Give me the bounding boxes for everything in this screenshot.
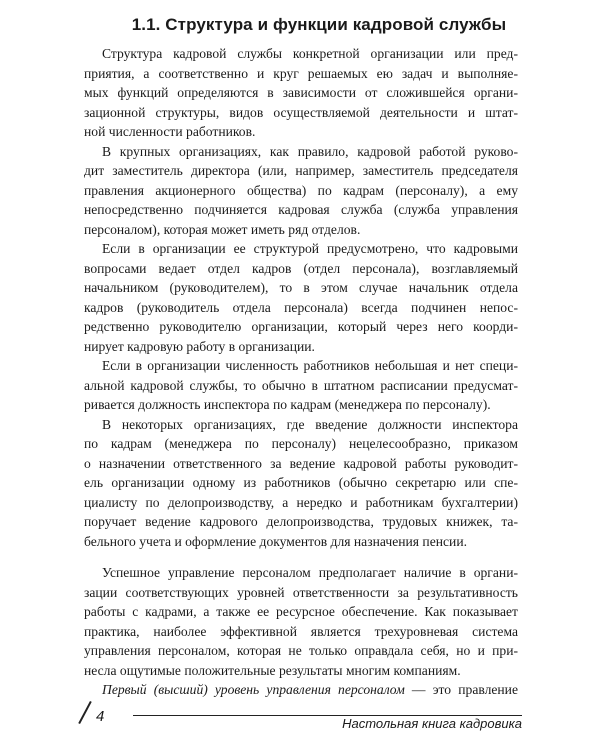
text-line: несла ощутимые положительные результаты многим компаниям. [84,662,461,678]
text-line: персоналом), которая может иметь ряд отделов. [84,221,361,237]
text-line: поручает ведение кадрового делопроизводства, трудовых книжек, та- [84,514,518,529]
text-line: управления персоналом, которая не только оправдала себя, но и при- [84,643,518,658]
text-line: практика, наиболее эффективной является трехуровневая система [84,623,518,639]
text-line: начальником (руководителем), то в этом случае начальник отдела [84,280,518,295]
text-line: зационной структуры, видов осуществляемой деятельности и штат- [84,104,518,120]
text-line: нирует кадровую работу в организации. [84,338,315,354]
footer-slash-mark [78,701,92,724]
text-line: правления акционерного общества) по кадрам (персоналу), а ему [84,182,518,198]
italic-lead: Первый (высший) уровень управления персоналом [102,682,405,697]
text-line: по кадрам (менеджера по персоналу) нецелесообразно, приказом [84,436,518,451]
text-line: Успешное управление персоналом предполагает наличие в органи- [102,565,518,580]
text-line: Структура кадровой службы конкретной организации или пред- [102,46,518,61]
text-line: альной кадровой службы, то обычно в штатном расписании предусмат- [84,377,518,393]
page-number: 4 [96,708,105,725]
text-line: работы с кадрами, а также ее ресурсное обеспечение. Как показывает [84,604,518,619]
text-line: кадров (руководитель отдела персонала) всегда подчинен непос- [84,299,518,315]
text-line: В некоторых организациях, где введение должности инспектора [102,416,518,432]
section-heading: 1.1. Структура и функции кадровой службы [131,15,507,34]
text-line [102,680,518,699]
text-line: бельного учета и оформление документов для назначения пенсии. [84,533,467,549]
text-line: ривается должность инспектора по кадрам (менеджера по персоналу). [84,397,491,412]
text-line: мых функций определяются в зависимости от сложившейся органи- [84,85,518,100]
text-line: о назначении ответственного за ведение кадровой работы руководит- [84,455,518,471]
text-line: вопросами ведает отдел кадров (отдел персонала), возглавляемый [84,260,518,276]
text-line: Если в организации численность работников небольшая и нет специ- [102,358,518,373]
text-line: В крупных организациях, как правило, кадровой работой руково- [102,143,518,159]
text-line: циалисту по делопроизводству, а нередко и работникам бухгалтерии) [84,494,518,510]
text-line: Если в организации ее структурой предусмотрено, что кадровыми [102,241,518,256]
text-line: ной численности работников. [84,124,256,139]
text-line: ель организации одному из работников (обычно секретарю или спе- [84,475,518,490]
text-fragment: — это правление [404,682,518,697]
text-line: зации соответствующих уровней ответственности за результативность [84,584,518,600]
running-title: Настольная книга кадровика [342,716,522,731]
text-line: приятия, а соответственно и круг решаемых ею задач и выполняе- [84,65,518,81]
text-line: непосредственно подчиняется кадровая служба (служба управления [84,202,518,217]
text-line: дит заместитель директора (или, например, заместитель председателя [84,163,518,178]
text-line: редственно руководителю организации, который через него коорди- [84,319,518,334]
